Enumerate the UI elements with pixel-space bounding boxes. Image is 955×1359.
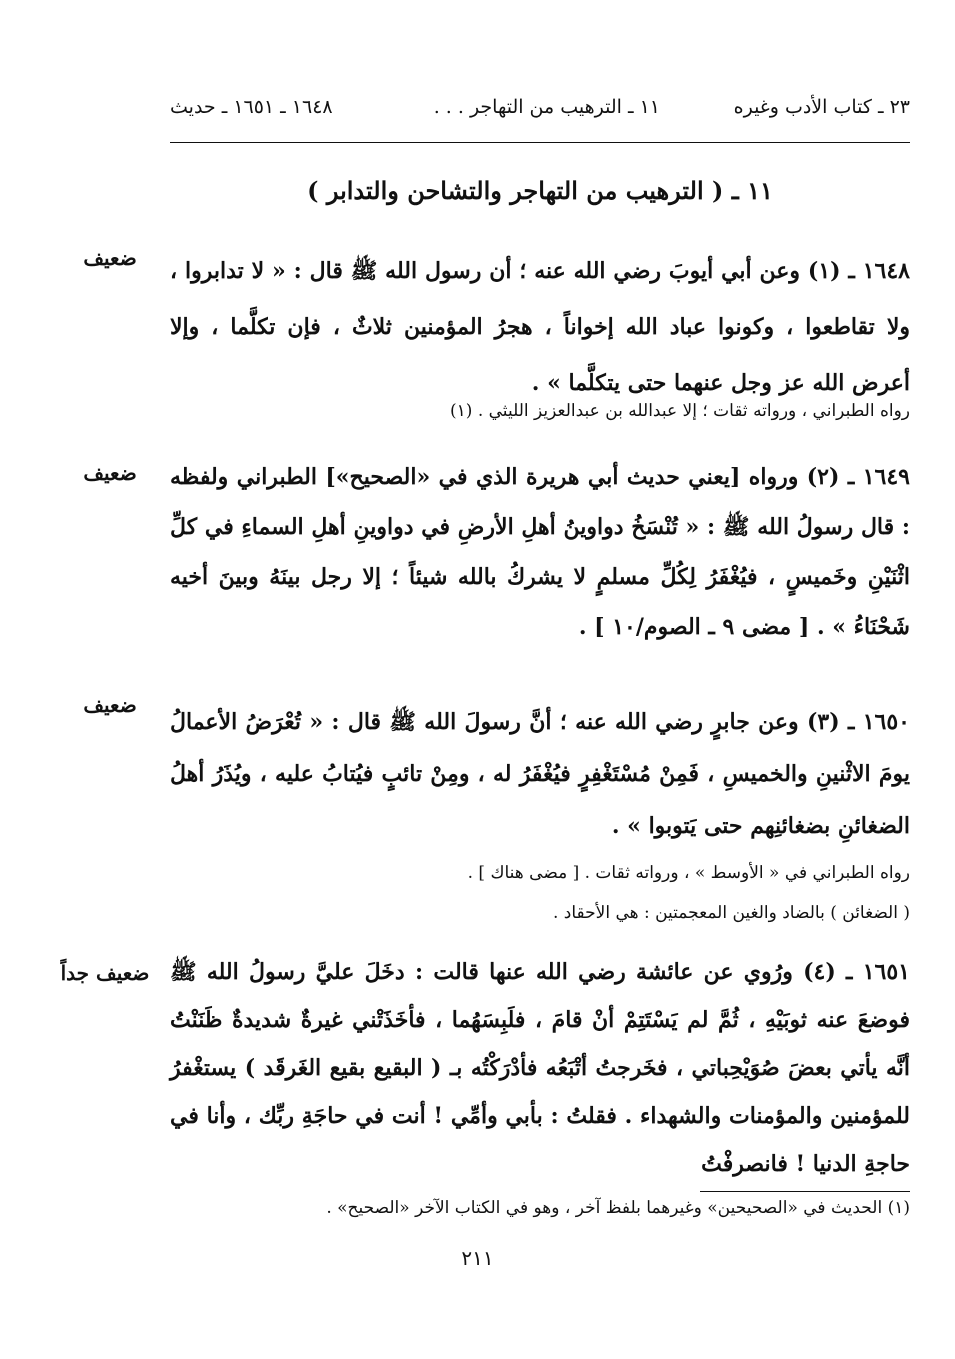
hadith-text: دخَلَ عليَّ رسولُ الله ﷺ فوضعَ عنه ثوبَيْهِ ، ثُمَّ لم يَسْتَتِمْ أنْ قامَ ، فلَبِسَهُما ، فأخَذَتْني غيرةٌ شديدةٌ ظَنَنْتُ أنَّه يأتي بعضَ صُوَيْحِباتي ، فخَرجتُ أتْبَعُه فأدْرَكْتُه بـ ( البقيع بقيع الغَرقَد ) يستغْفرُ للمؤمنين والمؤمنات والشهداء . فقلتُ : بأبي وأمِّي ! أنت في حاجَةِ ربِّك ، وأنا في حاجةِ الدنيا ! فانصرفْتُ [170,959,910,1177]
page-number: ٢١١ [461,1246,494,1270]
hadith-grade: ضعيف [83,461,137,485]
hadith-grade: ضعيف [83,693,137,717]
hadith-grade: ضعيف جداً [60,961,150,985]
hadith-source-note: رواه الطبراني في « الأوسط » ، ورواته ثقات . [ مضى هناك ] . [467,863,910,883]
hadith-gloss-note: ( الضغائن ) بالضاد والغين المعجمتين : هي الأحقاد . [552,903,910,923]
hadith-source-note: رواه الطبراني ، ورواته ثقات ؛ إلا عبدالله بن عبدالعزيز الليثي . (١) [450,401,910,421]
hadith-block [170,948,910,1188]
header-book-title: ٢٣ ـ كتاب الأدب وغيره [733,96,910,118]
hadith-text: « تُنْسَخُ دواوينُ أهلِ الأرضِ في دواوينِ أهلِ السماءِ في كلِّ اثْنَيْنِ وخَميسٍ ، فيُغْفَرُ لِكُلِّ مسلمٍ لا يشركُ بالله شيئاً ؛ إلا رجل بينَهُ وبينَ أخيه شَحْنَاءُ » . [ مضى ٩ ـ الصوم/١٠ ] . [170,514,910,640]
footnote-rule [700,1191,910,1192]
hadith-block [170,696,910,852]
hadith-intro: ١٦٥٠ ـ (٣) وعن جابرٍ رضي الله عنه ؛ أنَّ رسولَ الله ﷺ قال : [331,709,910,735]
header-chapter-title: ١١ ـ الترهيب من التهاجر . . . [433,96,660,118]
hadith-block [170,452,910,652]
chapter-title: ١١ ـ ( الترهيب من التهاجر والتشاحن والتدابر ) [307,176,773,205]
hadith-intro: ١٦٥١ ـ (٤) ورُوي عن عائشة رضي الله عنها قالت : [414,959,910,985]
footnote: (١) الحديث في «الصحيحين» وغيرهما بلفظ آخر ، وهو في الكتاب الآخر «الصحيح» . [326,1198,910,1218]
header-rule [170,142,910,143]
header-hadith-range: ١٦٤٨ ـ ١٦٥١ ـ حديث [170,96,333,118]
hadith-block [170,243,910,411]
hadith-text: « لا تدابروا ، ولا تقاطعوا ، وكونوا عباد الله إخواناً ، هجرُ المؤمنين ثلاثٌ ، فإن تكلَّما ، وإلا أعرض الله عز وجل عنهما حتى يتكلَّما » . [170,258,910,396]
running-header [170,96,910,128]
hadith-intro: ١٦٤٨ ـ (١) وعن أبي أيوبَ رضي الله عنه ؛ أن رسول الله ﷺ قال : [293,258,910,284]
hadith-text: « تُعْرَضُ الأعمالُ يومَ الاثْنينِ والخميسِ ، فَمِنْ مُسْتَغْفِرٍ فيُغْفَرُ له ، ومِنْ تائبٍ فيُتابُ عليه ، ويُذَرُ أهلُ الضغائنِ بضغائنِهم حتى يَتوبوا » . [170,709,910,839]
hadith-grade: ضعيف [83,246,137,270]
hadith-intro: ١٦٤٩ ـ (٢) ورواه [يعني حديث أبي هريرة الذي في «الصحيح»] الطبراني ولفظه : قال رسولُ الله ﷺ : [170,464,910,540]
